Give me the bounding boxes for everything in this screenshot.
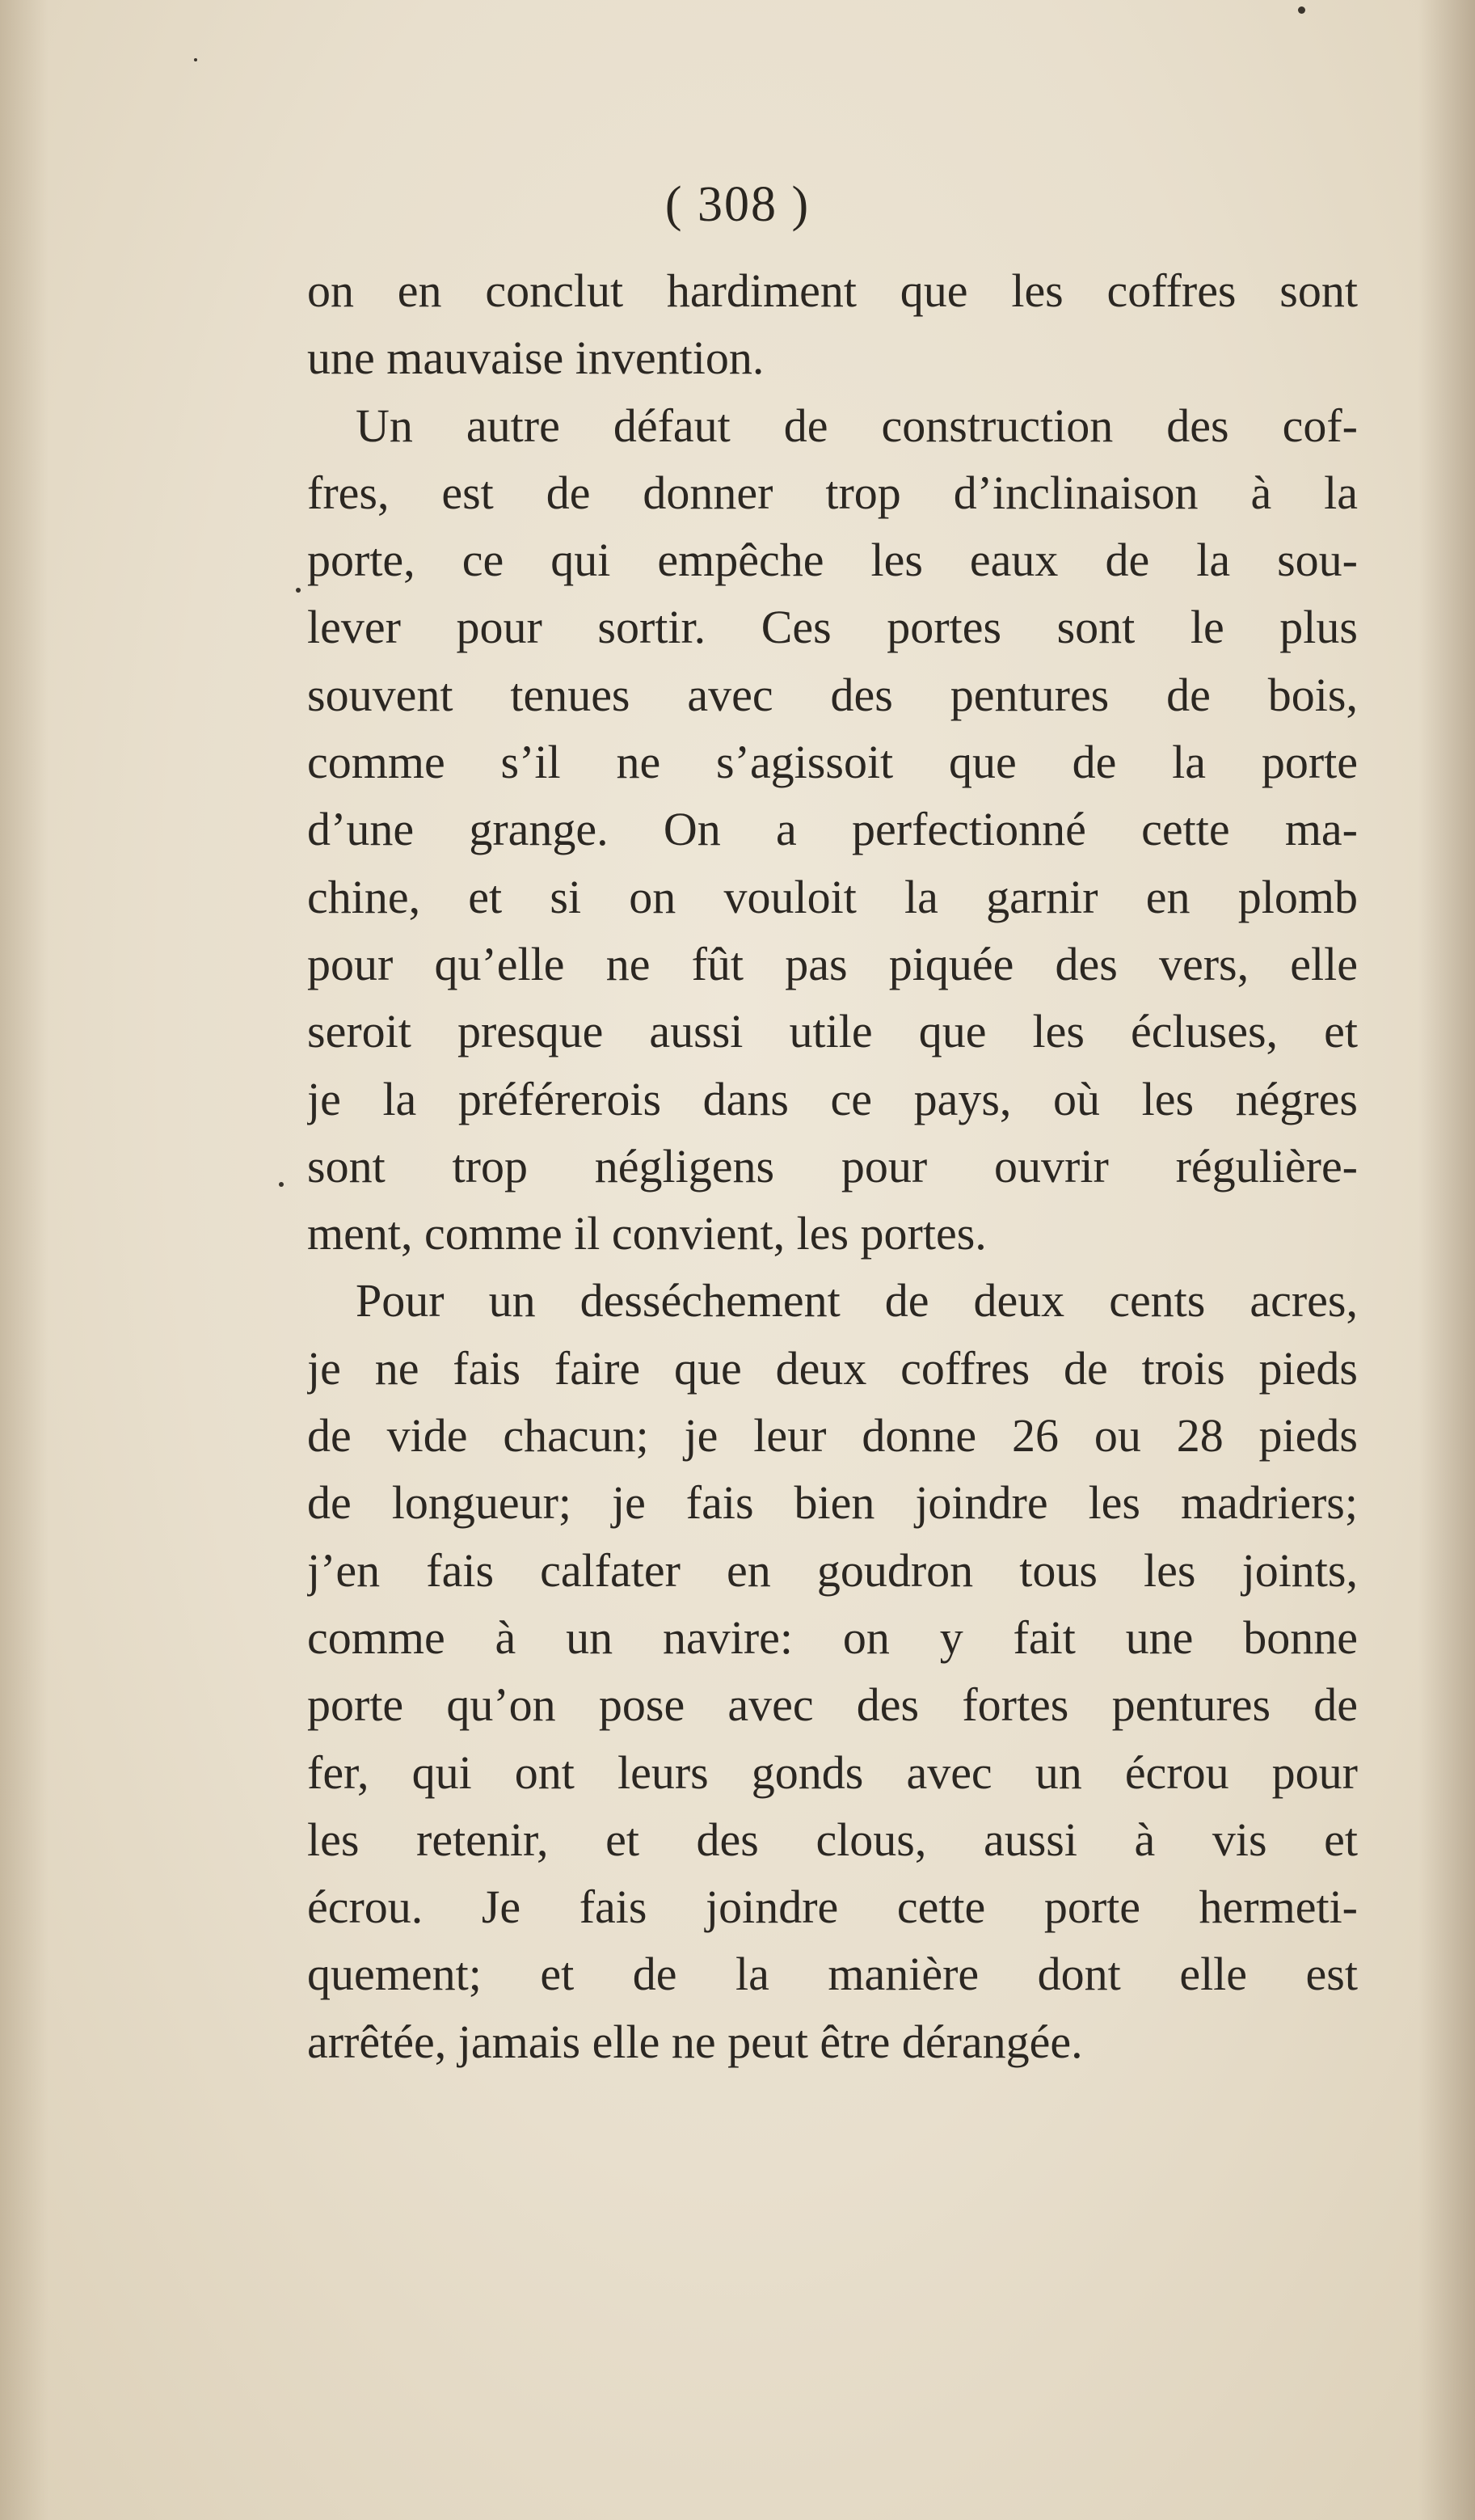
- ink-speck: [194, 58, 197, 61]
- text-line: d’une grange. On a perfectionné cette ma-: [307, 803, 1358, 856]
- text-line: écrou. Je fais joindre cette porte hermeti-: [307, 1881, 1358, 1934]
- ink-speck: [1298, 6, 1305, 14]
- text-line: porte qu’on pose avec des fortes pentures de: [307, 1678, 1358, 1732]
- text-line: fer, qui ont leurs gonds avec un écrou pour: [307, 1745, 1358, 1799]
- text-line: seroit presque aussi utile que les écluses, et: [307, 1005, 1358, 1058]
- text-line: on en conclut hardiment que les coffres sont: [307, 264, 1358, 317]
- text-line: souvent tenues avec des pentures de bois,: [307, 668, 1358, 721]
- text-line: de vide chacun; je leur donne 26 ou 28 pieds: [307, 1409, 1358, 1463]
- text-line: je la préférerois dans ce pays, où les négres: [307, 1072, 1358, 1125]
- text-line: lever pour sortir. Ces portes sont le plus: [307, 601, 1358, 654]
- text-line: j’en fais calfater en goudron tous les joints,: [307, 1543, 1358, 1597]
- paragraph: [307, 392, 1358, 1268]
- text-line: comme s’il ne s’agissoit que de la porte: [307, 736, 1358, 789]
- paragraph: [307, 257, 1358, 392]
- page-number: ( 308 ): [664, 177, 811, 232]
- text-line: une mauvaise invention.: [307, 331, 765, 385]
- text-line: Un autre défaut de construction des cof-: [356, 399, 1358, 452]
- ink-speck: [279, 1182, 284, 1187]
- text-line: je ne fais faire que deux coffres de trois pieds: [307, 1341, 1358, 1395]
- text-line: Pour un desséchement de deux cents acres,: [356, 1274, 1358, 1328]
- text-line: de longueur; je fais bien joindre les madriers;: [307, 1476, 1358, 1530]
- body-text: [307, 257, 1358, 2075]
- text-line: porte, ce qui empêche les eaux de la sou-: [307, 534, 1358, 587]
- text-line: ment, comme il convient, les portes.: [307, 1207, 987, 1260]
- ink-speck: [296, 588, 301, 593]
- text-line: pour qu’elle ne fût pas piquée des vers, elle: [307, 937, 1358, 990]
- text-line: quement; et de la manière dont elle est: [307, 1948, 1358, 2001]
- text-line: arrêtée, jamais elle ne peut être dérangée.: [307, 2015, 1083, 2068]
- text-line: sont trop négligens pour ouvrir régulière-: [307, 1139, 1358, 1192]
- text-line: comme à un navire: on y fait une bonne: [307, 1610, 1358, 1664]
- text-line: les retenir, et des clous, aussi à vis et: [307, 1813, 1358, 1866]
- text-line: fres, est de donner trop d’inclinaison à la: [307, 466, 1358, 519]
- text-line: chine, et si on vouloit la garnir en plomb: [307, 870, 1358, 923]
- paragraph: [307, 1267, 1358, 2075]
